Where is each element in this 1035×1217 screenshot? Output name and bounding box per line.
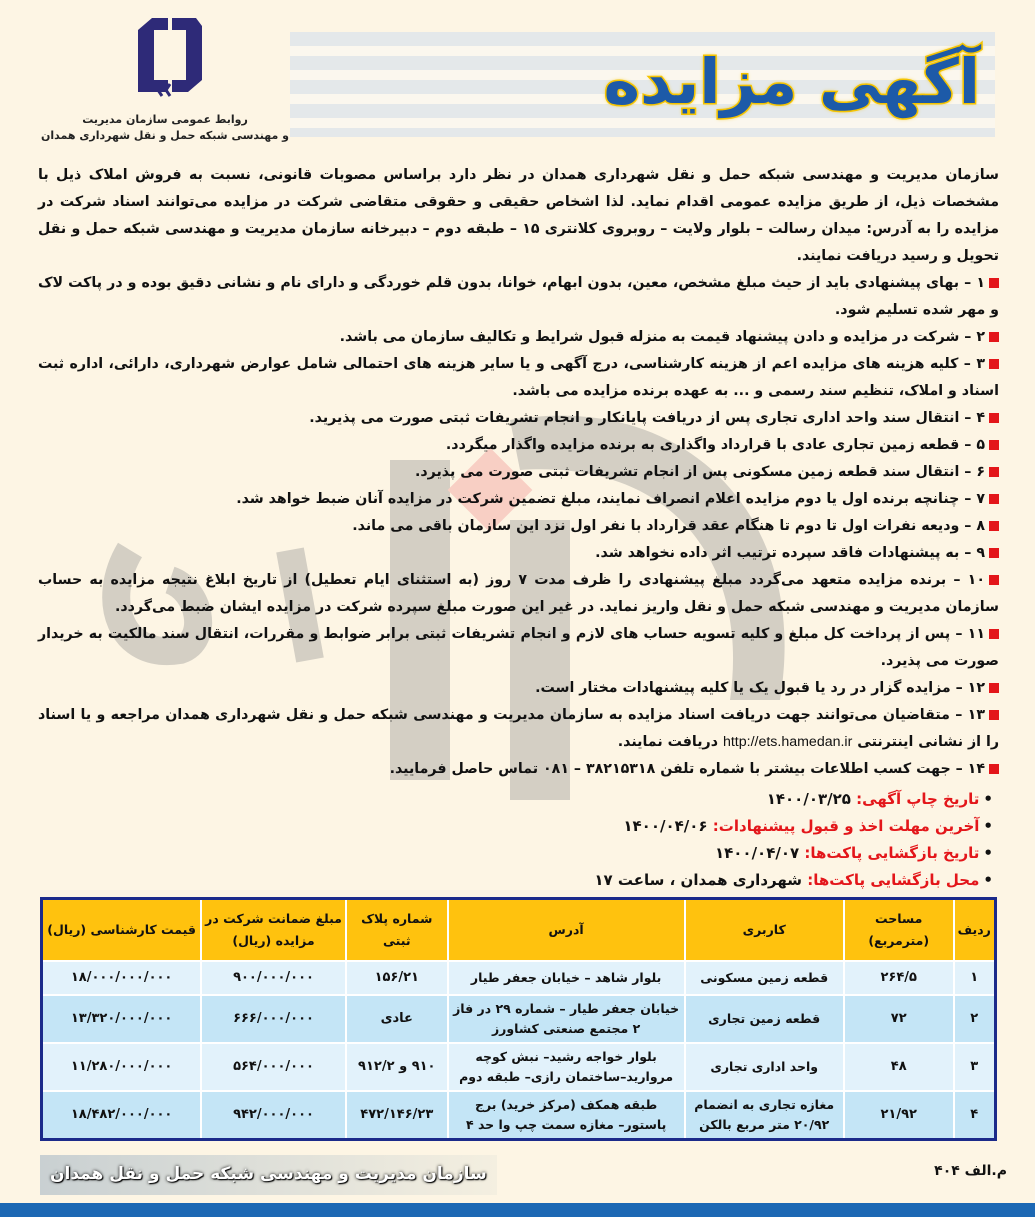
table-cell: خیابان جعفر طیار – شماره ۲۹ در فاز ۲ مجتمع صنعتی کشاورز xyxy=(448,995,685,1043)
table-cell: ۴۷۲/۱۴۶/۲۳ xyxy=(346,1091,448,1140)
date-value: ۱۴۰۰/۰۳/۲۵ xyxy=(766,790,851,808)
header xyxy=(0,0,1035,150)
item-text: به پیشنهادات فاقد سپرده ترتیب اثر داده نخواهد شد. xyxy=(595,545,960,561)
notice-code: م.الف ۴۰۴ xyxy=(934,1163,1007,1179)
properties-table xyxy=(40,897,997,1141)
date-label: آخرین مهلت اخذ و قبول پیشنهادات: xyxy=(712,817,980,835)
list-item: ۱۱ – پس از پرداخت کل مبلغ و کلیه تسویه حساب های لازم و انجام تشریفات ثبتی برابر ضوابط و مقررات، انتقال سند مالکیت به خریدار صورت می پذیرد. xyxy=(38,626,999,669)
red-square-bullet-icon xyxy=(989,710,999,720)
date-value: شهرداری همدان ، ساعت ۱۷ xyxy=(594,871,803,889)
list-item: ۱۳ – متقاضیان می‌توانند جهت دریافت اسناد مزایده به سازمان مدیریت و مهندسی شبکه حمل و نقل شهرداری همدان مراجعه و یا اسناد را از نشانی اینترنتی http://ets.hamedan.ir دریافت نمایند. xyxy=(38,707,999,750)
list-item: ۶ – انتقال سند قطعه زمین مسکونی پس از انجام تشریفات ثبتی صورت می پذیرد. xyxy=(38,459,999,486)
table-cell: ۴۸ xyxy=(844,1043,954,1091)
item-text: جهت کسب اطلاعات بیشتر با شماره تلفن ۳۸۲۱۵۳۱۸ – ۰۸۱ تماس حاصل فرمایید. xyxy=(389,761,951,777)
date-row xyxy=(594,867,993,894)
item-text: متقاضیان می‌توانند جهت دریافت اسناد مزایده به سازمان مدیریت و مهندسی شبکه حمل و نقل شهرداری همدان مراجعه و یا اسناد را از نشانی اینترنتی xyxy=(38,707,999,750)
list-item: ۹ – به پیشنهادات فاقد سپرده ترتیب اثر داده نخواهد شد. xyxy=(38,540,999,567)
red-square-bullet-icon xyxy=(989,359,999,369)
page-title: آگهی مزایده xyxy=(603,45,980,118)
list-item: ۱۴ – جهت کسب اطلاعات بیشتر با شماره تلفن ۳۸۲۱۵۳۱۸ – ۰۸۱ تماس حاصل فرمایید. xyxy=(38,756,999,783)
bullet-icon: • xyxy=(983,871,993,889)
date-label: محل بازگشایی پاکت‌ها: xyxy=(807,871,980,889)
item-text: انتقال سند واحد اداری تجاری پس از دریافت پایانکار و انجام تشریفات ثبتی صورت می پذیرید. xyxy=(309,410,960,426)
item-number: ۱۲ xyxy=(967,680,985,696)
date-value: ۱۴۰۰/۰۴/۰۷ xyxy=(714,844,800,862)
list-item: ۵ – قطعه زمین تجاری عادی با قرارداد واگذاری به برنده مزایده واگذار میگردد. xyxy=(38,432,999,459)
red-square-bullet-icon xyxy=(989,467,999,477)
date-label: تاریخ بازگشایی پاکت‌ها: xyxy=(804,844,980,862)
item-number: ۳ xyxy=(976,356,985,372)
table-cell: واحد اداری تجاری xyxy=(685,1043,844,1091)
table-row xyxy=(42,961,996,995)
table-cell: ۹۱۰ و ۹۱۲/۲ xyxy=(346,1043,448,1091)
item-number: ۲ xyxy=(976,329,985,345)
list-item: ۳ – کلیه هزینه های مزایده اعم از هزینه کارشناسی، درج آگهی و یا سایر هزینه های احتمالی شامل عوارض شهرداری، دارائی، اداره ثبت اسناد و املاک، تنظیم سند رسمی و ... به عهده برنده مزایده می باشد. xyxy=(38,356,999,399)
column-header: ردیف xyxy=(954,899,996,961)
item-number: ۱۳ xyxy=(967,707,985,723)
item-text: کلیه هزینه های مزایده اعم از هزینه کارشناسی، درج آگهی و یا سایر هزینه های احتمالی شامل عوارض شهرداری، دارائی، اداره ثبت اسناد و املاک، تنظیم سند رسمی و ... به عهده برنده مزایده می باشد. xyxy=(38,356,999,399)
column-header: کاربری xyxy=(685,899,844,961)
red-square-bullet-icon xyxy=(989,683,999,693)
date-value: ۱۴۰۰/۰۴/۰۶ xyxy=(623,817,708,835)
table-cell: ۹۴۲/۰۰۰/۰۰۰ xyxy=(201,1091,346,1140)
table-cell: ۱ xyxy=(954,961,996,995)
list-item: ۴ – انتقال سند واحد اداری تجاری پس از دریافت پایانکار و انجام تشریفات ثبتی صورت می پذیرید. xyxy=(38,405,999,432)
item-text: پس از پرداخت کل مبلغ و کلیه تسویه حساب های لازم و انجام تشریفات ثبتی برابر ضوابط و مقررات، انتقال سند مالکیت به خریدار صورت می پذیرد. xyxy=(38,626,999,669)
table-row xyxy=(42,1091,996,1140)
table-cell: بلوار خواجه رشید– نبش کوچه مروارید–ساختمان رازی– طبقه دوم xyxy=(448,1043,685,1091)
table-cell: عادی xyxy=(346,995,448,1043)
table-cell: ۲۱/۹۲ xyxy=(844,1091,954,1140)
notice-body xyxy=(38,162,999,783)
list-item: ۱ – بهای پیشنهادی باید از حیث مبلغ مشخص، معین، بدون ابهام، خوانا، بدون قلم خوردگی و دارای نام و نشانی دقیق بوده و در پاکت لاک و مهر شده تسلیم شود. xyxy=(38,275,999,318)
item-text-after: دریافت نمایند. xyxy=(617,734,719,750)
column-header: مبلغ ضمانت شرکت در مزایده (ریال) xyxy=(201,899,346,961)
red-square-bullet-icon xyxy=(989,521,999,531)
red-square-bullet-icon xyxy=(989,575,999,585)
column-header: آدرس xyxy=(448,899,685,961)
red-square-bullet-icon xyxy=(989,494,999,504)
date-row xyxy=(594,840,993,867)
org-line-2: و مهندسی شبکه حمل و نقل شهرداری همدان xyxy=(41,129,289,142)
item-number: ۴ xyxy=(976,410,985,426)
table-cell: ۱۱/۲۸۰/۰۰۰/۰۰۰ xyxy=(42,1043,202,1091)
item-text: برنده مزایده متعهد می‌گردد مبلغ پیشنهادی را ظرف مدت ۷ روز (به استثنای ایام تعطیل) از تاریخ ابلاغ نتیجه مزایده به حساب سازمان مدیریت و مهندسی شبکه حمل و نقل واریز نماید. در غیر این صورت مبلغ سپرده شرکت در مزایده ایشان ضبط می‌گردد. xyxy=(38,572,999,615)
item-text: بهای پیشنهادی باید از حیث مبلغ مشخص، معین، بدون ابهام، خوانا، بدون قلم خوردگی و دارای نام و نشانی دقیق بوده و در پاکت لاک و مهر شده تسلیم شود. xyxy=(38,275,999,318)
table-cell: ۲۶۴/۵ xyxy=(844,961,954,995)
table-row xyxy=(42,995,996,1043)
red-square-bullet-icon xyxy=(989,548,999,558)
list-item: ۷ – چنانچه برنده اول یا دوم مزایده اعلام انصراف نمایند، مبلغ تضمین شرکت در مزایده آنان ضبط خواهد شد. xyxy=(38,486,999,513)
date-label: تاریخ چاپ آگهی: xyxy=(856,790,980,808)
red-square-bullet-icon xyxy=(989,764,999,774)
table-cell: ۶۶۶/۰۰۰/۰۰۰ xyxy=(201,995,346,1043)
table-cell: ۷۲ xyxy=(844,995,954,1043)
item-text: مزایده گزار در رد یا قبول یک یا کلیه پیشنهادات مختار است. xyxy=(535,680,951,696)
item-text: شرکت در مزایده و دادن پیشنهاد قیمت به منزله قبول شرایط و تکالیف سازمان می باشد. xyxy=(339,329,960,345)
bullet-icon: • xyxy=(983,790,993,808)
list-item: ۱۲ – مزایده گزار در رد یا قبول یک یا کلیه پیشنهادات مختار است. xyxy=(38,675,999,702)
table-cell: طبقه همکف (مرکز خرید) برج پاستور– مغازه سمت چپ وا حد ۴ xyxy=(448,1091,685,1140)
red-square-bullet-icon xyxy=(989,440,999,450)
organization-name xyxy=(30,112,300,144)
item-text: ودیعه نفرات اول تا دوم تا هنگام عقد قرارداد با نفر اول نزد این سازمان باقی می ماند. xyxy=(352,518,960,534)
footer-organization: سازمان مدیریت و مهندسی شبکه حمل و نقل همدان xyxy=(40,1155,497,1195)
table-row xyxy=(42,1043,996,1091)
table-cell: ۵۶۴/۰۰۰/۰۰۰ xyxy=(201,1043,346,1091)
item-number: ۶ xyxy=(976,464,985,480)
bullet-icon: • xyxy=(983,817,993,835)
red-square-bullet-icon xyxy=(989,278,999,288)
table-cell: ۹۰۰/۰۰۰/۰۰۰ xyxy=(201,961,346,995)
dates-list xyxy=(594,786,993,894)
table-cell: مغازه تجاری به انضمام ۲۰/۹۲ متر مربع بالکن xyxy=(685,1091,844,1140)
item-text: انتقال سند قطعه زمین مسکونی پس از انجام تشریفات ثبتی صورت می پذیرد. xyxy=(414,464,960,480)
item-number: ۵ xyxy=(976,437,985,453)
organization-logo xyxy=(132,16,204,100)
list-item: ۱۰ – برنده مزایده متعهد می‌گردد مبلغ پیشنهادی را ظرف مدت ۷ روز (به استثنای ایام تعطیل) از تاریخ ابلاغ نتیجه مزایده به حساب سازمان مدیریت و مهندسی شبکه حمل و نقل واریز نماید. در غیر این صورت مبلغ سپرده شرکت در مزایده ایشان ضبط می‌گردد. xyxy=(38,572,999,615)
table-cell: قطعه زمین تجاری xyxy=(685,995,844,1043)
date-row xyxy=(594,786,993,813)
table-cell: ۱۸/۰۰۰/۰۰۰/۰۰۰ xyxy=(42,961,202,995)
column-header: شماره پلاک ثبتی xyxy=(346,899,448,961)
list-item: ۸ – ودیعه نفرات اول تا دوم تا هنگام عقد قرارداد با نفر اول نزد این سازمان باقی می ماند. xyxy=(38,513,999,540)
intro-paragraph: سازمان مدیریت و مهندسی شبکه حمل و نقل شهرداری همدان در نظر دارد براساس مصوبات قانونی، نسبت به فروش املاک ذیل با مشخصات ذیل، از طریق مزایده عمومی اقدام نماید. لذا اشخاص حقیقی و حقوقی متقاضی شرکت در مزایده می‌توانند اسناد شرکت در مزایده را به آدرس: میدان رسالت – بلوار ولایت – روبروی کلانتری ۱۵ – طبقه دوم – دبیرخانه سازمان مدیریت و مهندسی شبکه حمل و نقل تحویل و رسید دریافت نمایند. xyxy=(38,167,1000,264)
red-square-bullet-icon xyxy=(989,413,999,423)
item-number: ۷ xyxy=(976,491,985,507)
table-cell: ۴ xyxy=(954,1091,996,1140)
date-row xyxy=(594,813,993,840)
bottom-bar xyxy=(0,1203,1035,1217)
bullet-icon: • xyxy=(983,844,993,862)
org-line-1: روابط عمومی سازمان مدیریت xyxy=(82,113,248,126)
table-cell: بلوار شاهد – خیابان جعفر طیار xyxy=(448,961,685,995)
item-number: ۱۱ xyxy=(967,626,985,642)
item-text: چنانچه برنده اول یا دوم مزایده اعلام انصراف نمایند، مبلغ تضمین شرکت در مزایده آنان ضبط خواهد شد. xyxy=(236,491,960,507)
red-square-bullet-icon xyxy=(989,629,999,639)
table-cell: ۱۳/۳۲۰/۰۰۰/۰۰۰ xyxy=(42,995,202,1043)
list-item: ۲ – شرکت در مزایده و دادن پیشنهاد قیمت به منزله قبول شرایط و تکالیف سازمان می باشد. xyxy=(38,324,999,351)
table-cell: ۲ xyxy=(954,995,996,1043)
website-link[interactable]: http://ets.hamedan.ir xyxy=(722,734,853,750)
item-number: ۸ xyxy=(976,518,985,534)
item-number: ۱ xyxy=(976,275,985,291)
red-square-bullet-icon xyxy=(989,332,999,342)
item-number: ۱۴ xyxy=(967,761,985,777)
column-header: قیمت کارشناسی (ریال) xyxy=(42,899,202,961)
table-cell: ۱۵۶/۲۱ xyxy=(346,961,448,995)
item-number: ۹ xyxy=(976,545,985,561)
table-cell: ۱۸/۴۸۲/۰۰۰/۰۰۰ xyxy=(42,1091,202,1140)
table-cell: قطعه زمین مسکونی xyxy=(685,961,844,995)
table-cell: ۳ xyxy=(954,1043,996,1091)
table-header-row xyxy=(42,899,996,961)
conditions-list xyxy=(38,270,999,783)
item-text: قطعه زمین تجاری عادی با قرارداد واگذاری به برنده مزایده واگذار میگردد. xyxy=(445,437,960,453)
column-header: مساحت (مترمربع) xyxy=(844,899,954,961)
item-number: ۱۰ xyxy=(967,572,985,588)
